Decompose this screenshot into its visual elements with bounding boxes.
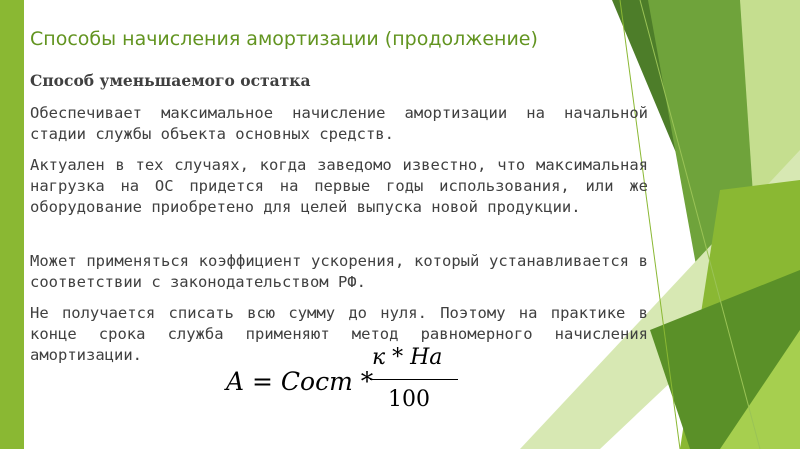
slide-title: Способы начисления амортизации (продолжение) bbox=[30, 28, 538, 50]
paragraph-4: Не получается списать всю сумму до нуля. Поэтому на практике в конце срока служба применяют метод равномерного начисления амортизации. bbox=[30, 304, 648, 364]
formula-denominator: 100 bbox=[388, 387, 430, 412]
depreciation-formula bbox=[226, 345, 466, 420]
slide-subtitle: Способ уменьшаемого остатка bbox=[30, 71, 311, 90]
paragraph-1: Обеспечивает максимальное начисление амортизации на начальной стадии службы объекта основных средств. bbox=[30, 104, 648, 143]
paragraph-2: Актуален в тех случаях, когда заведомо известно, что максимальная нагрузка на ОС придется на первые годы использования, или же оборудование приобретено для целей выпуска новой продукции. bbox=[30, 156, 648, 216]
formula-numerator: к * На bbox=[372, 345, 443, 370]
formula-lhs: A = Cocm * bbox=[226, 367, 374, 396]
paragraph-3: Может применяться коэффициент ускорения, который устанавливается в соответствии с законодательством РФ. bbox=[30, 252, 648, 291]
formula-fraction-line bbox=[370, 379, 458, 380]
